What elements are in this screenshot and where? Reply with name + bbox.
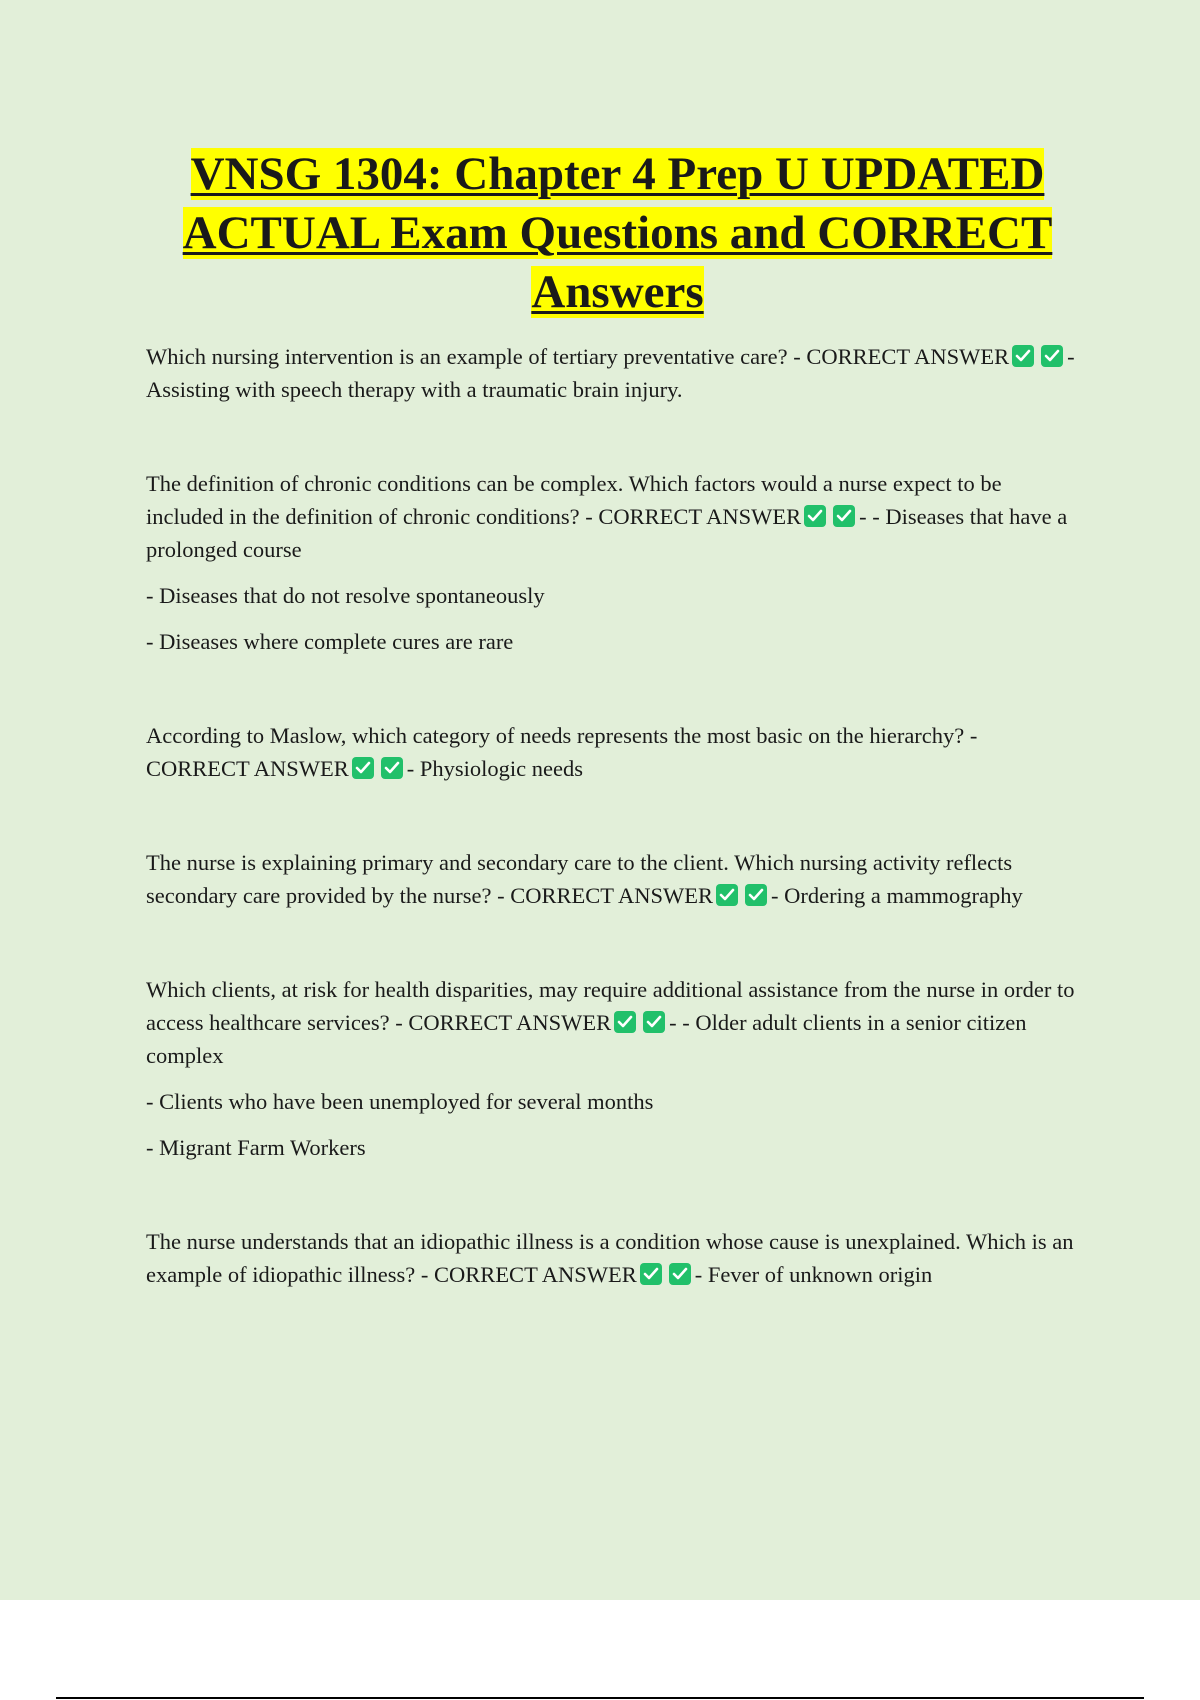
answer-list-item: - Diseases that do not resolve spontaneously (146, 583, 545, 608)
answer-text: - Physiologic needs (406, 756, 583, 781)
correct-answer-label: CORRECT ANSWER (434, 1262, 637, 1287)
check-mark-icon (1041, 345, 1063, 367)
check-mark-icon (833, 505, 855, 527)
question-text: The definition of chronic conditions can be complex. Which factors would a nurse expect to be included in the definition of chronic conditions? - (146, 471, 1002, 529)
answer-list-item: - Clients who have been unemployed for several months (146, 1089, 654, 1114)
question-paragraph (146, 973, 1081, 1072)
footer-divider (56, 1697, 1144, 1699)
qa-item (146, 340, 1081, 406)
question-text: The nurse is explaining primary and secondary care to the client. Which nursing activity reflects secondary care provided by the nurse? - (146, 850, 1013, 908)
question-paragraph (146, 1225, 1081, 1291)
answer-text: - Ordering a mammography (770, 883, 1023, 908)
check-mark-icon (669, 1263, 691, 1285)
qa-item (146, 719, 1081, 785)
question-paragraph (146, 467, 1081, 566)
answer-text: - Fever of unknown origin (694, 1262, 933, 1287)
question-paragraph (146, 846, 1081, 912)
question-text: According to Maslow, which category of needs represents the most basic on the hierarchy? - (146, 723, 978, 748)
correct-answer-label: CORRECT ANSWER (510, 883, 713, 908)
question-text: Which nursing intervention is an example of tertiary preventative care? - (146, 344, 807, 369)
correct-answer-label: CORRECT ANSWER (146, 756, 349, 781)
check-mark-icon (745, 884, 767, 906)
qa-item (146, 973, 1081, 1164)
check-mark-icon (640, 1263, 662, 1285)
correct-answer-label: CORRECT ANSWER (806, 344, 1010, 369)
answer-text: - Assisting with speech therapy with a traumatic brain injury. (146, 344, 1075, 402)
correct-answer-label: CORRECT ANSWER (598, 504, 802, 529)
answer-text: - - Older adult clients in a senior citizen complex (146, 1010, 1027, 1068)
qa-item (146, 467, 1081, 658)
question-text: The nurse understands that an idiopathic illness is a condition whose cause is unexplained. Which is an example of idiopathic illness? - (146, 1229, 1074, 1287)
check-mark-icon (716, 884, 738, 906)
check-mark-icon (614, 1011, 636, 1033)
qa-item (146, 846, 1081, 912)
answer-list-item: - Migrant Farm Workers (146, 1135, 366, 1160)
answer-text: - - Diseases that have a prolonged course (146, 504, 1068, 562)
check-mark-icon (352, 757, 374, 779)
question-text: Which clients, at risk for health disparities, may require additional assistance from the nurse in order to access healthcare services? - (146, 977, 1075, 1035)
check-mark-icon (643, 1011, 665, 1033)
question-paragraph (146, 719, 1081, 785)
qa-item (146, 1225, 1081, 1291)
qa-list (146, 340, 1081, 1352)
check-mark-icon (1012, 345, 1034, 367)
correct-answer-label: CORRECT ANSWER (408, 1010, 612, 1035)
question-paragraph (146, 340, 1081, 406)
document-title: VNSG 1304: Chapter 4 Prep U UPDATED ACTUAL Exam Questions and CORRECT Answers (182, 148, 1053, 318)
check-mark-icon (804, 505, 826, 527)
check-mark-icon (381, 757, 403, 779)
answer-list-item: - Diseases where complete cures are rare (146, 629, 514, 654)
